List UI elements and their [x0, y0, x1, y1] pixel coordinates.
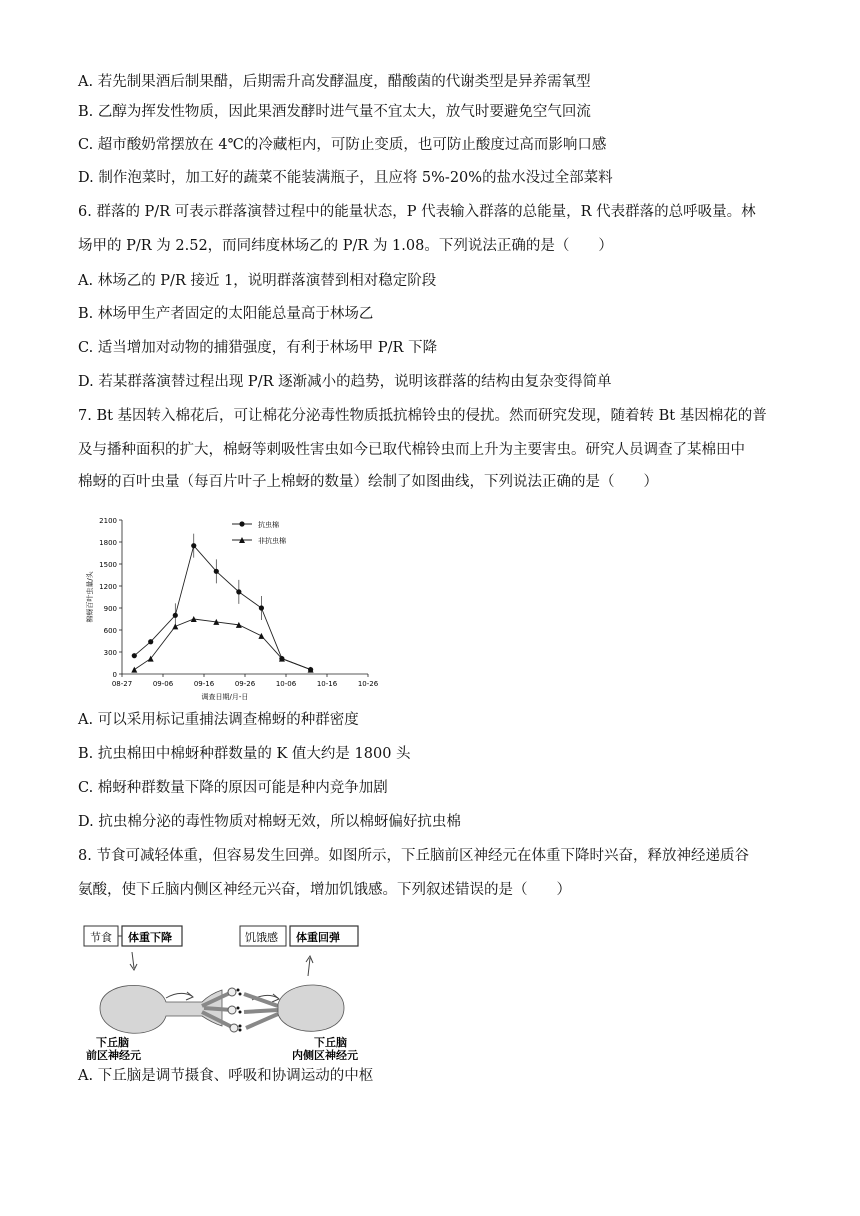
- x-axis-label: 调查日期/月-日: [201, 693, 249, 701]
- legend-label-resistant: 抗虫棉: [258, 521, 279, 529]
- box-diet: 节食: [90, 931, 112, 944]
- y-tick-label: 0: [112, 671, 117, 679]
- text-line: A. 下丘脑是调节摄食、呼吸和协调运动的中枢: [78, 1068, 374, 1084]
- x-tick-label: 09-26: [234, 680, 256, 688]
- data-point-nonresistant: [131, 667, 137, 673]
- box-rebound: 体重回弹: [296, 931, 340, 944]
- text-line: C. 棉蚜种群数量下降的原因可能是种内竞争加剧: [78, 780, 388, 796]
- y-tick-label: 2100: [99, 517, 117, 525]
- x-tick-label: 10-26: [357, 680, 379, 688]
- text-line: 7. Bt 基因转入棉花后，可让棉花分泌毒性物质抵抗棉铃虫的侵扰。然而研究发现，随着转 Bt 基因棉花的普: [78, 408, 767, 424]
- aphid-line-chart: [82, 512, 382, 702]
- text-line: 8. 节食可减轻体重，但容易发生回弹。如图所示，下丘脑前区神经元在体重下降时兴奋，释放神经递质谷: [78, 848, 749, 864]
- y-tick-label: 300: [103, 649, 117, 657]
- data-point-resistant: [259, 605, 264, 610]
- text-line: D. 抗虫棉分泌的毒性物质对棉蚜无效，所以棉蚜偏好抗虫棉: [78, 814, 461, 830]
- legend-marker-resistant: [239, 521, 244, 526]
- data-point-resistant: [132, 653, 137, 658]
- text-line: C. 适当增加对动物的捕猎强度，有利于林场甲 P/R 下降: [78, 340, 438, 356]
- data-point-resistant: [173, 613, 178, 618]
- series-line-resistant: [134, 546, 310, 670]
- text-line: 氨酸，使下丘脑内侧区神经元兴奋，增加饥饿感。下列叙述错误的是（ ）: [78, 882, 571, 898]
- label-anterior-2: 前区神经元: [86, 1049, 141, 1060]
- hypothalamus-neuron-diagram: [82, 920, 382, 1060]
- legend-label-nonresistant: 非抗虫棉: [258, 537, 286, 545]
- x-tick-label: 09-16: [193, 680, 215, 688]
- box-weight-down: 体重下降: [128, 931, 172, 944]
- x-tick-label: 09-06: [152, 680, 174, 688]
- text-line: 棉蚜的百叶虫量（每百片叶子上棉蚜的数量）绘制了如图曲线，下列说法正确的是（ ）: [78, 474, 658, 490]
- text-line: B. 乙醇为挥发性物质，因此果酒发酵时进气量不宜太大，放气时要避免空气回流: [78, 104, 591, 120]
- text-line: B. 抗虫棉田中棉蚜种群数量的 K 值大约是 1800 头: [78, 746, 411, 762]
- x-tick-label: 10-06: [275, 680, 297, 688]
- y-tick-label: 1200: [99, 583, 117, 591]
- x-tick-label: 10-16: [316, 680, 338, 688]
- text-line: 及与播种面积的扩大，棉蚜等刺吸性害虫如今已取代棉铃虫而上升为主要害虫。研究人员调查了某棉田中: [78, 442, 745, 458]
- box-hunger: 饥饿感: [245, 931, 278, 944]
- series-line-nonresistant: [134, 619, 310, 670]
- y-tick-label: 600: [103, 627, 117, 635]
- y-tick-label: 900: [103, 605, 117, 613]
- y-axis-label: 棉蚜百叶虫量/头: [86, 571, 94, 623]
- text-line: D. 若某群落演替过程出现 P/R 逐渐减小的趋势，说明该群落的结构由复杂变得简单: [78, 374, 612, 390]
- label-anterior-1: 下丘脑: [96, 1036, 129, 1049]
- data-point-resistant: [191, 543, 196, 548]
- text-line: A. 林场乙的 P/R 接近 1，说明群落演替到相对稳定阶段: [78, 273, 437, 289]
- text-line: D. 制作泡菜时，加工好的蔬菜不能装满瓶子，且应将 5%-20%的盐水没过全部菜料: [78, 170, 613, 186]
- y-tick-label: 1800: [99, 539, 117, 547]
- data-point-resistant: [236, 589, 241, 594]
- x-tick-label: 08-27: [111, 680, 133, 688]
- y-tick-label: 1500: [99, 561, 117, 569]
- text-line: 6. 群落的 P/R 可表示群落演替过程中的能量状态，P 代表输入群落的总能量，R 代表群落的总呼吸量。林: [78, 204, 756, 220]
- label-medial-2: 内侧区神经元: [292, 1049, 358, 1060]
- text-line: A. 可以采用标记重捕法调查棉蚜的种群密度: [78, 712, 359, 728]
- data-point-nonresistant: [172, 623, 178, 629]
- data-point-nonresistant: [258, 633, 264, 639]
- data-point-resistant: [214, 569, 219, 574]
- label-medial-1: 下丘脑: [314, 1036, 347, 1049]
- data-point-resistant: [148, 639, 153, 644]
- text-line: A. 若先制果酒后制果醋，后期需升高发酵温度，醋酸菌的代谢类型是异养需氧型: [78, 74, 591, 90]
- text-line: 场甲的 P/R 为 2.52，而同纬度林场乙的 P/R 为 1.08。下列说法正确的是（ ）: [78, 238, 613, 254]
- text-line: C. 超市酸奶常摆放在 4℃的冷藏柜内，可防止变质，也可防止酸度过高而影响口感: [78, 137, 607, 153]
- text-line: B. 林场甲生产者固定的太阳能总量高于林场乙: [78, 306, 374, 322]
